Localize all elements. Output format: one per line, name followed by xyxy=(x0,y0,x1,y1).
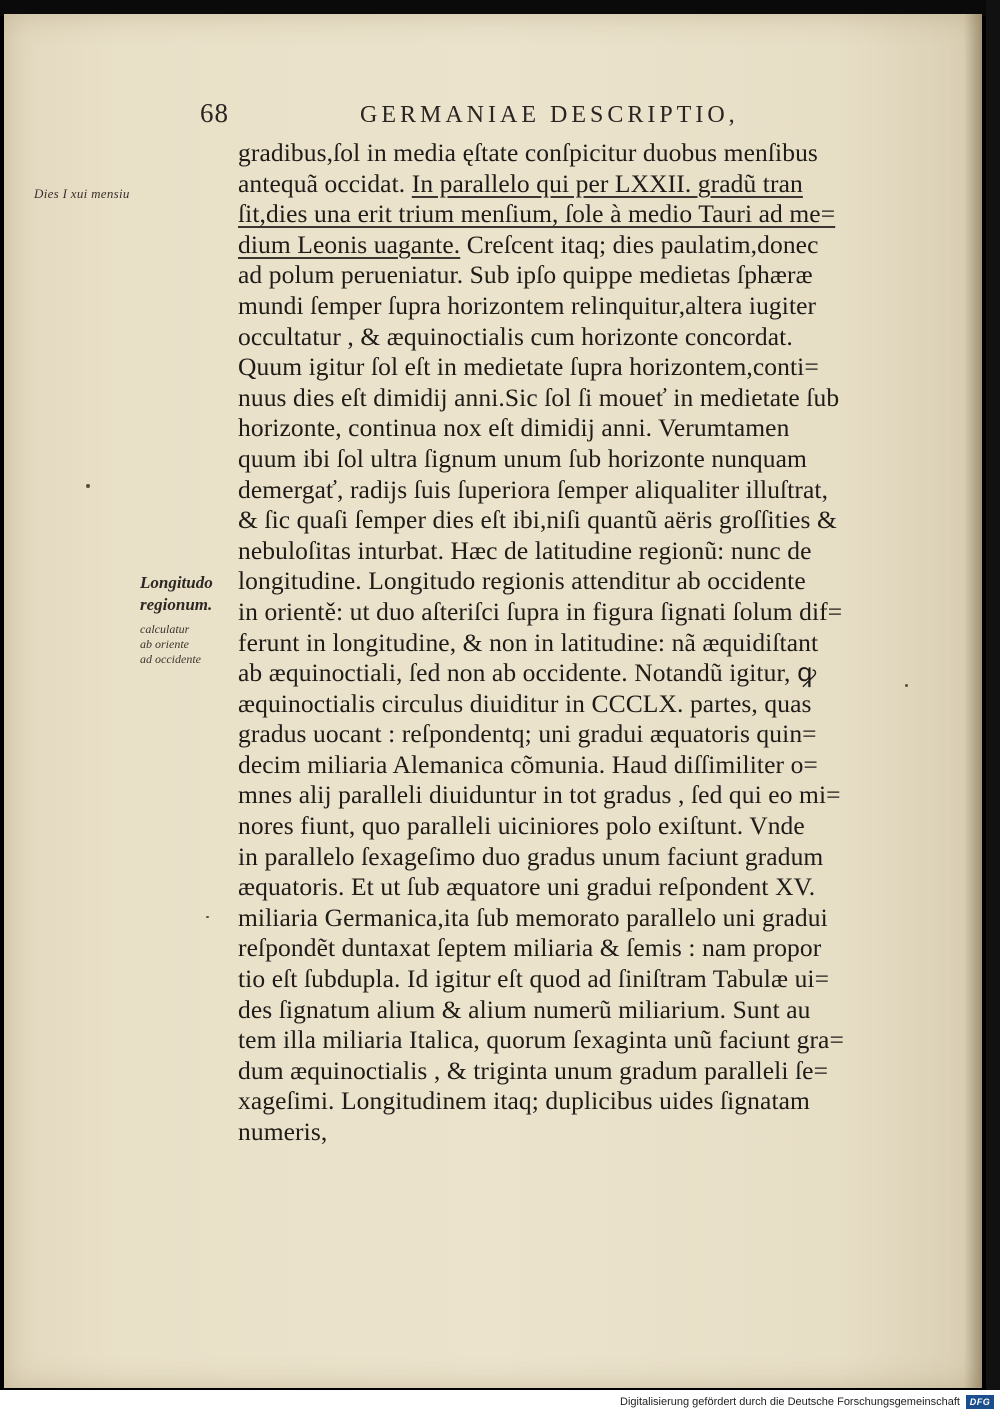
catchword xyxy=(238,1148,898,1179)
sidenote-line: ab oriente xyxy=(140,637,189,651)
ink-speck xyxy=(86,484,90,488)
manuscript-margin-note: Dies I xui mensiu xyxy=(34,186,130,201)
text-line: in parallelo ſexageſimo duo gradus unum faciunt gradum xyxy=(238,841,824,871)
running-head xyxy=(200,98,800,138)
page-gutter-shadow xyxy=(964,14,982,1388)
underlined-text: dium Leonis uagante. xyxy=(238,229,461,259)
text-line: dum æquinoctialis , & triginta unum gradum paralleli ſe= xyxy=(238,1055,829,1085)
text-line: miliaria Germanica,ita ſub memorato parallelo uni gradui xyxy=(238,902,828,932)
text-line: decim miliaria Alemanica cõmunia. Haud diſſimiliter o= xyxy=(238,749,818,779)
text-line: æquinoctialis circulus diuiditur in CCCLX. partes, quas xyxy=(238,688,812,718)
sidenote-line: ad occidente xyxy=(140,652,201,666)
text-line: numeris, xyxy=(238,1117,328,1146)
text-line: mundi ſemper ſupra horizontem relinquitur,altera iugiter xyxy=(238,290,817,320)
dfg-logo-icon: DFG xyxy=(966,1395,994,1409)
text-line xyxy=(238,169,898,200)
scan-border-right xyxy=(986,0,1000,1390)
sidenote-line: Longitudo xyxy=(140,573,213,592)
page-number: 68 xyxy=(200,98,229,128)
main-text-block xyxy=(238,138,898,1178)
text-line xyxy=(238,199,898,230)
underlined-text: In parallelo qui per LXXII. gradũ tran xyxy=(411,168,803,198)
text-line: nebuloſitas inturbat. Hæc de latitudine regionũ: nunc de xyxy=(238,535,812,565)
text-line: des ſignatum alium & alium numerũ miliarium. Sunt au xyxy=(238,994,811,1024)
footer-band xyxy=(0,1390,1000,1416)
text-line: gradibus,ſol in media ęſtate conſpicitur duobus menſibus xyxy=(238,138,818,167)
text-line: nuus dies eſt dimidij anni.Sic ſol ſi moueť in medietate ſub xyxy=(238,382,840,412)
text-line: demergať, radijs ſuis ſuperiora ſemper aliqualiter illuſtrat, xyxy=(238,474,829,504)
text-line: tio eſt ſubdupla. Id igitur eſt quod ad ſiniſtram Tabulæ ui= xyxy=(238,964,830,994)
printed-sidenote xyxy=(140,572,213,616)
text-line: & ſic quaſi ſemper dies eſt ibi,niſi quantũ aëris groſſities & xyxy=(238,505,837,535)
text-line: ferunt in longitudine, & non in latitudine: nã æquidiſtant xyxy=(238,627,819,657)
underlined-text: ſit,dies una erit trium menſium, ſole à medio Tauri ad me= xyxy=(238,199,836,229)
text-line: quum ibi ſol ultra ſignum unum ſub horizonte nunquam xyxy=(238,443,807,473)
text-line: Quum igitur ſol eſt in medietate ſupra horizontem,conti= xyxy=(238,352,819,382)
text-line: æquatoris. Et ut ſub æquatore uni gradui reſpondent XV. xyxy=(238,872,816,902)
text-line: in orientě: ut duo aſteriſci ſupra in figura ſignati ſolum dif= xyxy=(238,596,843,626)
text-line: xageſimi. Longitudinem itaq; duplicibus uides ſignatam xyxy=(238,1086,810,1116)
text-line: tem illa miliaria Italica, quorum ſexaginta unũ faciunt gra= xyxy=(238,1025,844,1055)
text-segment: Creſcent itaq; dies paulatim,donec xyxy=(460,229,819,259)
ink-speck xyxy=(905,684,908,687)
text-line: reſpondẽt duntaxat ſeptem miliaria & ſemis : nam propor xyxy=(238,933,822,963)
text-line: ab æquinoctiali, ſed non ab occidente. Notandũ igitur, ꝙ xyxy=(238,658,817,688)
ink-speck xyxy=(206,916,209,918)
text-segment: antequã occidat. xyxy=(238,168,412,198)
text-line: horizonte, continua nox eſt dimidij anni. Verumtamen xyxy=(238,413,790,443)
text-line: longitudine. Longitudo regionis attenditur ab occidente xyxy=(238,566,806,596)
text-line: gradus uocant : reſpondentq; uni gradui æquatoris quin= xyxy=(238,719,817,749)
text-line xyxy=(238,230,898,261)
running-title: GERMANIAE DESCRIPTIO, xyxy=(360,102,739,128)
text-line: mnes alij paralleli diuiduntur in tot gradus , ſed qui eo mi= xyxy=(238,780,841,810)
text-line: occultatur , & æquinoctialis cum horizonte concordat. xyxy=(238,321,793,351)
sidenote-line: regionum. xyxy=(140,595,213,614)
text-line: nores fiunt, quo paralleli uiciniores polo exiſtunt. Vnde xyxy=(238,811,805,841)
text-line: ad polum perueniatur. Sub ipſo quippe medietas ſphæræ xyxy=(238,260,813,290)
footer-credit: Digitalisierung gefördert durch die Deutsche Forschungsgemeinschaft xyxy=(620,1396,960,1408)
manuscript-sidenote xyxy=(140,622,201,667)
sidenote-line: calculatur xyxy=(140,622,190,636)
